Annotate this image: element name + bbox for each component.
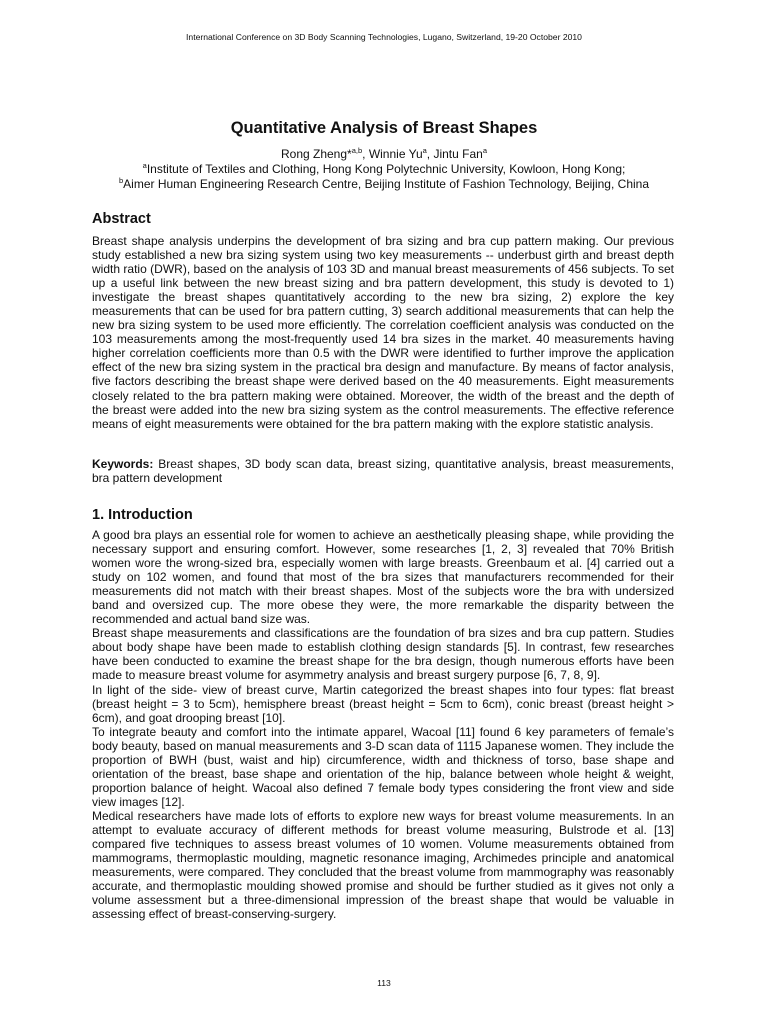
paragraph: To integrate beauty and comfort into the intimate apparel, Wacoal [11] found 6 key parameters of female’s body beauty, based on manual measurements and 3-D scan data of 1115 Japanese women. They include the proportion of BWH (bust, waist and hip) circumference, width and thickness of torso, base shape and orientation of the breast, base shape and orientation of the hip, balance between whole height & weight, proportion balance of height. Wacoal also defined 7 female body types considering the front view and side view images [12]. [92, 724, 674, 809]
affiliation-text: Aimer Human Engineering Research Centre, Beijing Institute of Fashion Technology, Beijing, China [123, 177, 649, 191]
author-affiliation-mark: a [422, 146, 427, 155]
paragraph: In light of the side- view of breast curve, Martin categorized the breast shapes into four types: flat breast (breast height = 3 to 5cm), hemisphere breast (breast height = 5cm to 6cm), conic breast (breast height > 6cm), and goat drooping breast [10]. [92, 682, 674, 725]
affiliation [0, 177, 768, 191]
introduction-body [92, 528, 674, 921]
author-list [0, 147, 768, 161]
keywords [92, 457, 674, 485]
affiliation-mark: b [118, 176, 124, 185]
page-number: 113 [377, 978, 391, 988]
abstract-heading: Abstract [92, 211, 151, 227]
author-name: Rong Zheng* [280, 147, 352, 161]
affiliation-mark: a [142, 161, 147, 170]
author-name: Jintu Fan [433, 147, 483, 161]
affiliation [0, 162, 768, 176]
introduction-heading: 1. Introduction [92, 507, 193, 523]
keywords-label: Keywords: [92, 457, 154, 471]
author-separator: , [362, 147, 369, 161]
keywords-text: Breast shapes, 3D body scan data, breast sizing, quantitative analysis, breast measurements, bra pattern development [92, 457, 674, 486]
paper-title: Quantitative Analysis of Breast Shapes [230, 119, 538, 137]
author-separator: , [426, 147, 434, 161]
author-name: Winnie Yu [368, 147, 423, 161]
paragraph: Breast shape measurements and classifications are the foundation of bra sizes and bra cup pattern. Studies about body shape have been made to establish clothing design standards [5]. In contrast, few researches have been conducted to examine the breast shape for the bra design, though numerous efforts have been made to measure breast volume for asymmetry analysis and breast surgery purpose [6, 7, 8, 9]. [92, 626, 674, 683]
abstract-text: Breast shape analysis underpins the development of bra sizing and bra cup pattern making. Our previous study established a new bra sizing system using two key measurements -- underbust girth and breast depth width ratio (DWR), based on the analysis of 103 3D and manual breast measurements of 456 subjects. To set up a useful link between the new breast sizing and bra pattern development, this study is devoted to 1) investigate the breast shapes quantitatively according to the new bra sizing, 2) explore the key measurements that can be used for bra pattern cutting, 3) search additional measurements that can help the new bra sizing system to be used more efficiently. The correlation coefficient analysis was conducted on the 103 measurements among the most-frequently used 14 bra sizes in the market. 40 measurements having higher correlation coefficients more than 0.5 with the DWR were identified to further improve the application effect of the new bra sizing system in the practical bra design and manufacture. By means of factor analysis, five factors describing the breast shape were derived based on the 40 measurements. Eight measurements closely related to the bra pattern making were obtained. Moreover, the width of the breast and the depth of the breast were added into the new bra sizing system as the control measurements. The effective reference means of eight measurements were obtained for the bra pattern making with the explore statistic analysis. [92, 234, 674, 431]
author-affiliation-mark: a,b [351, 146, 363, 155]
paragraph: Medical researchers have made lots of efforts to explore new ways for breast volume measurements. In an attempt to evaluate accuracy of different methods for breast volume measuring, Bulstrode et al. [13] compared five techniques to assess breast volumes of 10 women. Volume measurements obtained from mammograms, thermoplastic moulding, magnetic resonance imaging, Archimedes principle and anatomical measurements, were compared. They concluded that the breast volume from mammography was reasonably accurate, and thermoplastic moulding showed promise and should be further studied as it gives not only a volume assessment but a three-dimensional impression of the breast shape that would be valuable in assessing effect of breast-conserving-surgery. [92, 808, 674, 922]
affiliation-text: Institute of Textiles and Clothing, Hong Kong Polytechnic University, Kowloon, Hong Kong; [146, 162, 626, 176]
paragraph: A good bra plays an essential role for women to achieve an aesthetically pleasing shape, while providing the necessary support and ensuring comfort. However, some researches [1, 2, 3] revealed that 70% British women wore the wrong-sized bra, especially women with large breasts. Greenbaum et al. [4] carried out a study on 102 women, and found that most of the bra sizes that manufacturers recommended for their measurements did not match with their breast shapes. Most of the subjects wore the bra with undersized band and oversized cup. The more obese they were, the more remarkable the disparity between the recommended and actual band size was. [92, 528, 674, 627]
running-header: International Conference on 3D Body Scanning Technologies, Lugano, Switzerland, 19-20 October 2010 [186, 32, 582, 42]
author-affiliation-mark: a [482, 146, 487, 155]
